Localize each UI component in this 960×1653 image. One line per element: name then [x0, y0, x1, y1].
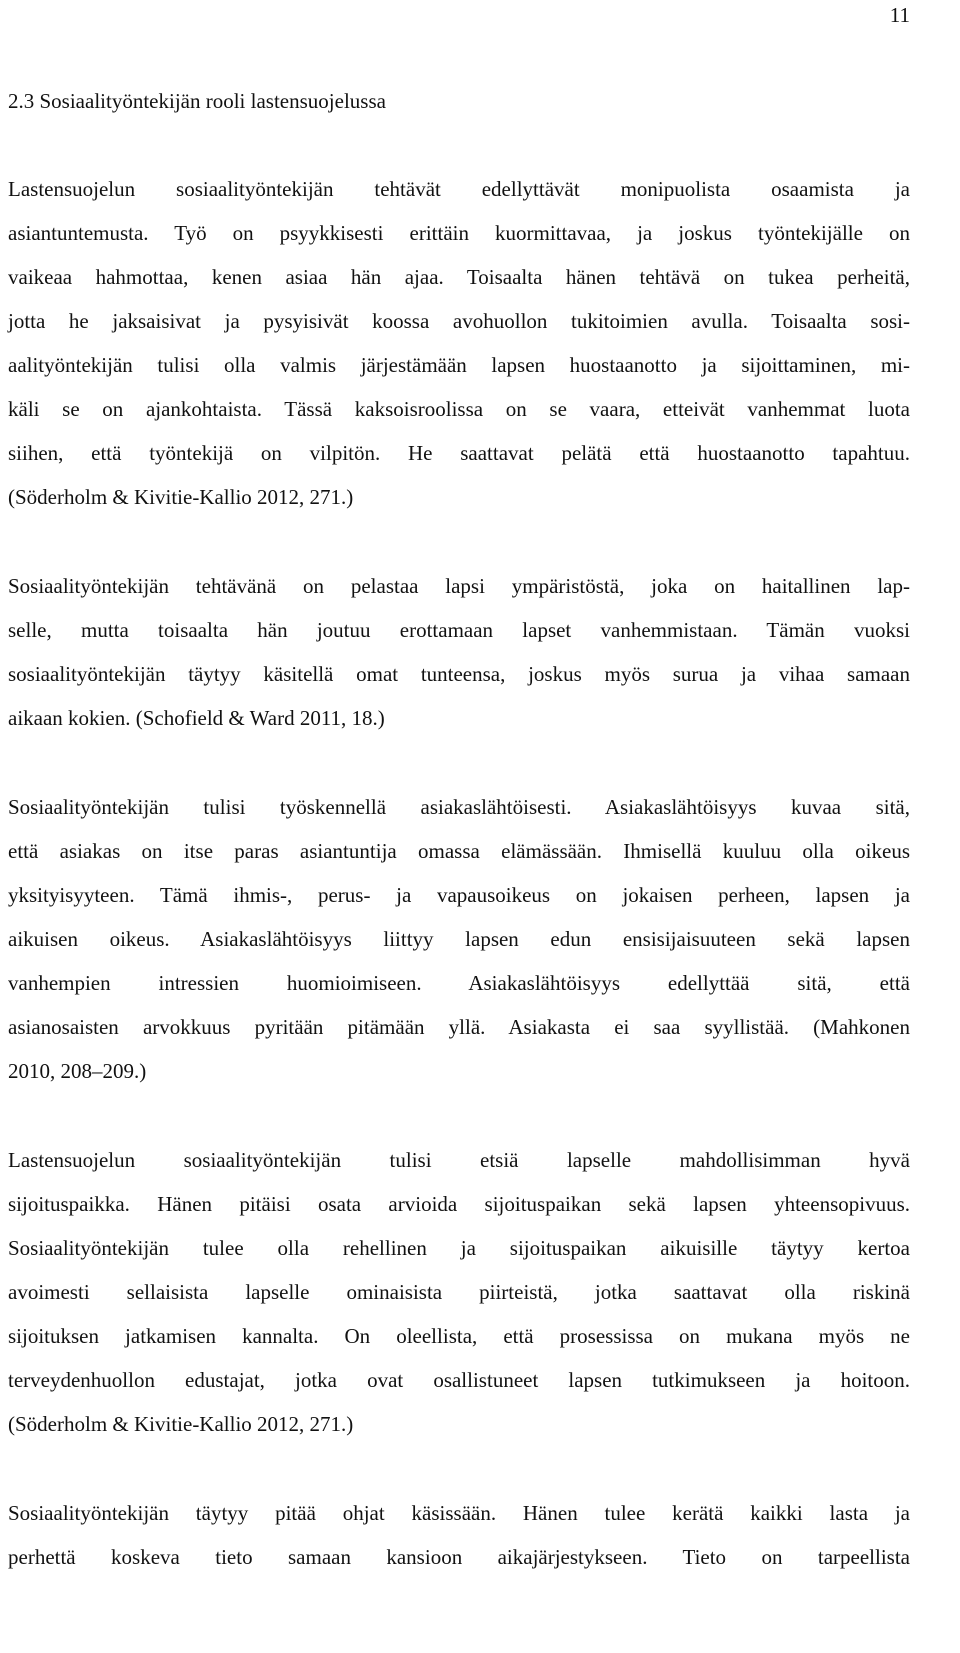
- paragraph-line: vaikeaa hahmottaa, kenen asiaa hän ajaa. Toisaalta hänen tehtävä on tukea perheitä,: [8, 265, 910, 289]
- paragraph-line: perhettä koskeva tieto samaan kansioon aikajärjestykseen. Tieto on tarpeellista: [8, 1545, 910, 1569]
- paragraph-line: siihen, että työntekijä on vilpitön. He saattavat pelätä että huostaanotto tapahtuu.: [8, 441, 910, 465]
- paragraph-line: Sosiaalityöntekijän täytyy pitää ohjat käsissään. Hänen tulee kerätä kaikki lasta ja: [8, 1501, 910, 1525]
- paragraph-line: (Söderholm & Kivitie-Kallio 2012, 271.): [8, 1412, 354, 1436]
- paragraph-line: Lastensuojelun sosiaalityöntekijän tulisi etsiä lapselle mahdollisimman hyvä: [8, 1148, 910, 1172]
- paragraph-line: selle, mutta toisaalta hän joutuu erottamaan lapset vanhemmistaan. Tämän vuoksi: [8, 618, 910, 642]
- paragraph-line: vanhempien intressien huomioimiseen. Asiakaslähtöisyys edellyttää sitä, että: [8, 971, 910, 995]
- paragraph-line: jotta he jaksaisivat ja pysyisivät koossa avohuollon tukitoimien avulla. Toisaalta sosi-: [8, 309, 910, 333]
- paragraph-line: käli se on ajankohtaista. Tässä kaksoisroolissa on se vaara, etteivät vanhemmat luota: [8, 397, 910, 421]
- paragraph-line: asianosaisten arvokkuus pyritään pitämään yllä. Asiakasta ei saa syyllistää. (Mahkonen: [8, 1015, 910, 1039]
- paragraph-line: sijoituksen jatkamisen kannalta. On oleellista, että prosessissa on mukana myös ne: [8, 1324, 910, 1348]
- paragraph-line: Sosiaalityöntekijän tulee olla rehellinen ja sijoituspaikan aikuisille täytyy kertoa: [8, 1236, 910, 1260]
- paragraph-line: että asiakas on itse paras asiantuntija omassa elämässään. Ihmisellä kuuluu olla oikeus: [8, 839, 910, 863]
- paragraph-line: (Söderholm & Kivitie-Kallio 2012, 271.): [8, 485, 354, 509]
- paragraph-line: aikuisen oikeus. Asiakaslähtöisyys liittyy lapsen edun ensisijaisuuteen sekä lapsen: [8, 927, 910, 951]
- paragraph-line: Sosiaalityöntekijän tulisi työskennellä asiakaslähtöisesti. Asiakaslähtöisyys kuvaa sitä,: [8, 795, 910, 819]
- paragraph-line: avoimesti sellaisista lapselle ominaisista piirteistä, jotka saattavat olla riskinä: [8, 1280, 910, 1304]
- paragraph-line: Sosiaalityöntekijän tehtävänä on pelastaa lapsi ympäristöstä, joka on haitallinen lap-: [8, 574, 910, 598]
- paragraph-line: sosiaalityöntekijän täytyy käsitellä omat tunteensa, joskus myös surua ja vihaa samaan: [8, 662, 910, 686]
- section-heading: 2.3 Sosiaalityöntekijän rooli lastensuojelussa: [8, 89, 386, 113]
- paragraph-line: aalityöntekijän tulisi olla valmis järjestämään lapsen huostaanotto ja sijoittaminen, mi-: [8, 353, 910, 377]
- paragraph-line: asiantuntemusta. Työ on psyykkisesti erittäin kuormittavaa, ja joskus työntekijälle on: [8, 221, 910, 245]
- paragraph-line: yksityisyyteen. Tämä ihmis-, perus- ja vapausoikeus on jokaisen perheen, lapsen ja: [8, 883, 910, 907]
- page-number: 11: [889, 3, 910, 27]
- paragraph-line: 2010, 208–209.): [8, 1059, 147, 1083]
- paragraph-line: aikaan kokien. (Schofield & Ward 2011, 18.): [8, 706, 385, 730]
- paragraph-line: sijoituspaikka. Hänen pitäisi osata arvioida sijoituspaikan sekä lapsen yhteensopivuus.: [8, 1192, 910, 1216]
- paragraph-line: Lastensuojelun sosiaalityöntekijän tehtävät edellyttävät monipuolista osaamista ja: [8, 177, 910, 201]
- paragraph-line: terveydenhuollon edustajat, jotka ovat osallistuneet lapsen tutkimukseen ja hoitoon.: [8, 1368, 910, 1392]
